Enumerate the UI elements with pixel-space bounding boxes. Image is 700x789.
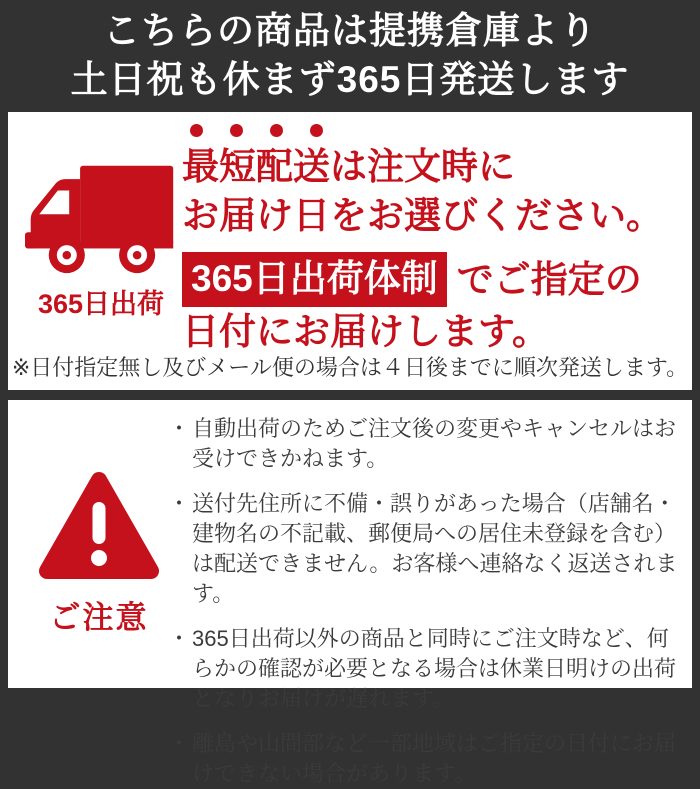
caution-list <box>168 414 684 789</box>
caution-panel <box>8 400 692 786</box>
bullet-marker: ・ <box>168 491 191 516</box>
header-line-2: 土日祝も休まず365日発送します <box>70 59 630 100</box>
warning-triangle-icon <box>28 468 170 582</box>
truck-label: 365日出荷 <box>37 289 165 319</box>
emphasis-dots <box>190 124 684 138</box>
shipping-line-3-rest: でご指定の <box>456 259 642 300</box>
truck-block <box>18 160 184 321</box>
emphasis-dot <box>230 124 243 137</box>
header-banner <box>0 0 700 112</box>
highlight-badge: 365日出荷体制 <box>182 252 447 307</box>
bullet-marker: ・ <box>168 626 191 651</box>
shipping-text-block <box>182 122 684 356</box>
list-item <box>168 729 684 789</box>
caution-item-text: 離島や山間部など一部地域はご指定の日付にお届けできない場合があります。 <box>192 731 677 786</box>
header-line-1: こちらの商品は提携倉庫より <box>103 10 597 52</box>
shipping-note: ※日付指定無し及びメール便の場合は４日後までに順次発送します。 <box>11 355 689 380</box>
list-item <box>168 414 684 474</box>
caution-item-text: 自動出荷のためご注文後の変更やキャンセルはお受けできかねます。 <box>192 416 677 471</box>
shipping-line-4: 日付にお届けします。 <box>182 311 550 352</box>
caution-block <box>28 468 170 637</box>
list-item <box>168 489 684 609</box>
shipping-panel <box>8 112 692 390</box>
caution-item-text: 送付先住所に不備・誤りがあった場合（店舗名・建物名の不記載、郵便局への居住未登録を含む）は配送できません。お客様へ連絡なく返送されます。 <box>192 491 678 606</box>
emphasis-dot <box>310 124 323 137</box>
caution-item-text: 365日出荷以外の商品と同時にご注文時など、何らかの確認が必要となる場合は休業日明けの出荷となりお届けが遅れます。 <box>192 626 677 711</box>
emphasis-dot <box>270 124 283 137</box>
truck-icon <box>18 160 184 278</box>
emphasis-dot <box>190 124 203 137</box>
list-item <box>168 624 684 714</box>
shipping-line-2: お届け日をお選びください。 <box>182 195 663 236</box>
caution-label: ご注意 <box>49 600 149 635</box>
shipping-line-1: 最短配送は注文時に <box>182 146 515 187</box>
bullet-marker: ・ <box>168 731 191 756</box>
shipping-line-3 <box>182 252 684 307</box>
bullet-marker: ・ <box>168 416 191 441</box>
